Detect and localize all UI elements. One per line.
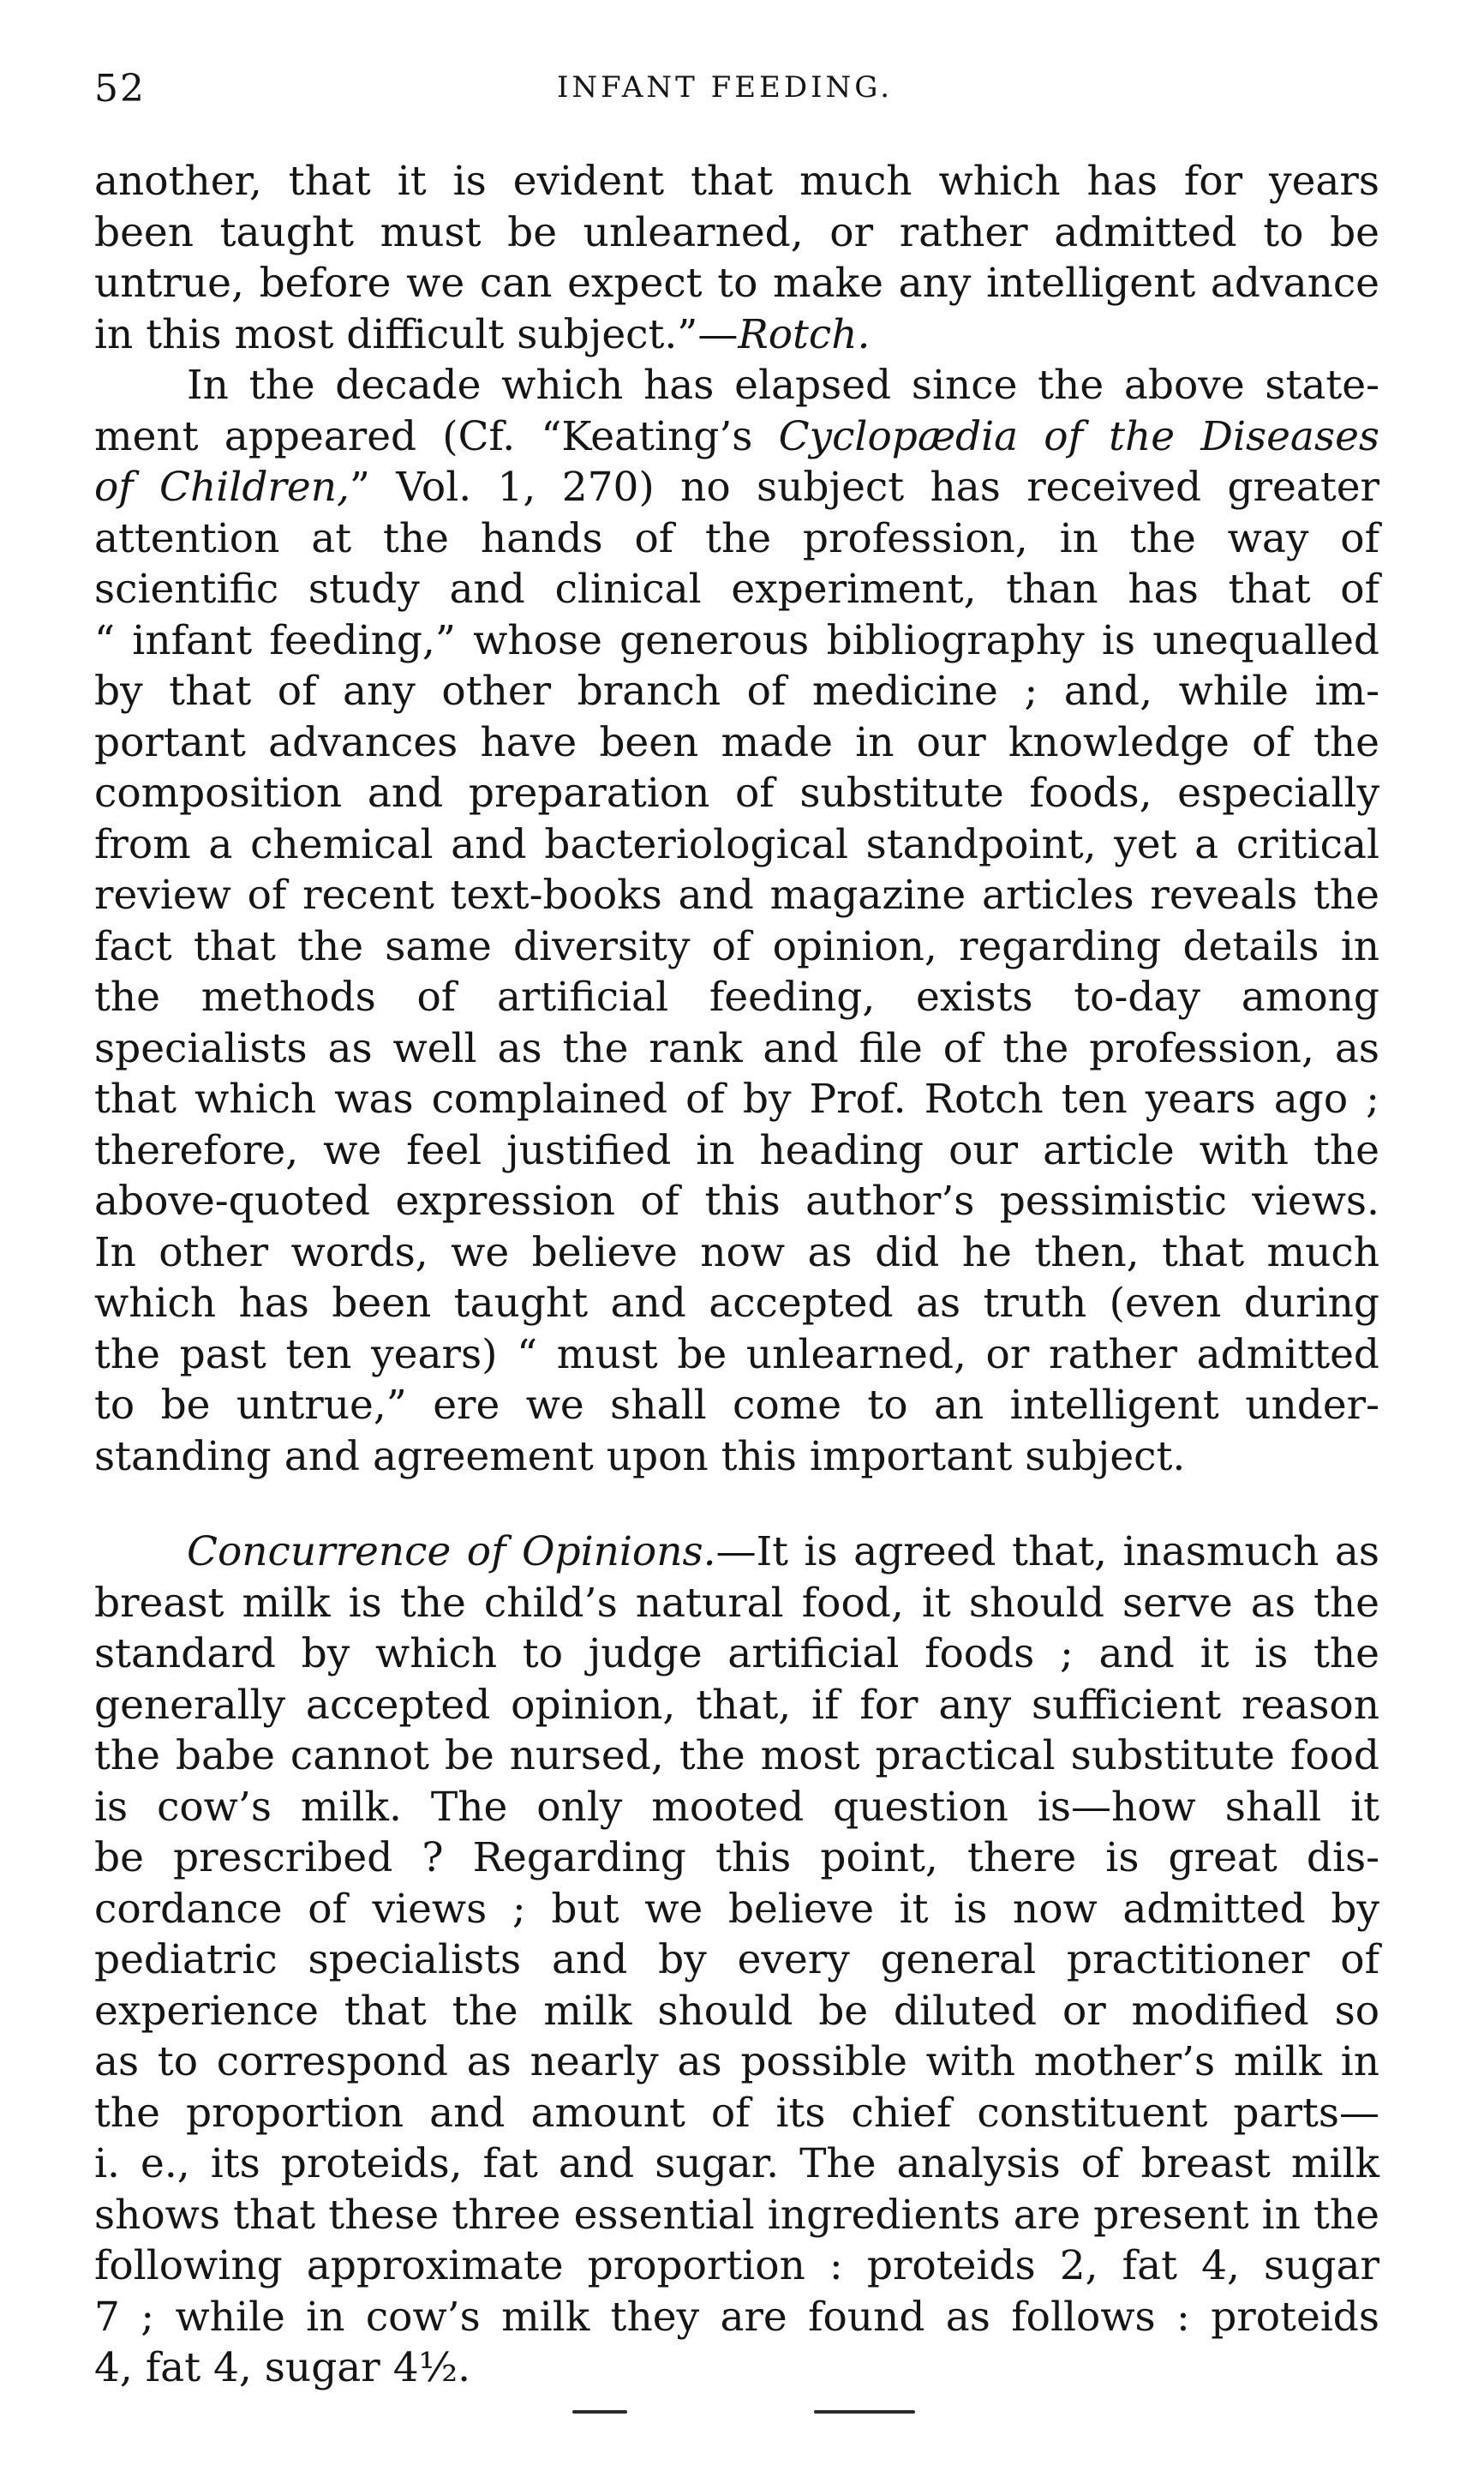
text-line: shows that these three essential ingredients are present in the: [94, 2191, 1379, 2239]
text-line: fact that the same diversity of opinion, regarding details in: [94, 922, 1379, 970]
text-line: composition and preparation of substitute foods, especially: [94, 770, 1379, 817]
text-line: is cow’s milk. The only mooted question is—how shall it: [94, 1783, 1379, 1831]
text-line: to be untrue,” ere we shall come to an intelligent under-: [94, 1382, 1379, 1429]
text-line: [94, 462, 1379, 513]
text-line: therefore, we feel justified in heading our article with the: [94, 1126, 1379, 1174]
text-line: that which was complained of by Prof. Rotch ten years ago ;: [94, 1076, 1379, 1123]
text-line: be prescribed ? Regarding this point, there is great dis-: [94, 1834, 1379, 1881]
text-line: untrue, before we can expect to make any intelligent advance: [94, 260, 1379, 307]
body-text: [94, 156, 1379, 2394]
attribution: Rotch.: [738, 310, 871, 358]
text-line: experience that the milk should be diluted or modified so: [94, 1987, 1379, 2035]
text-line: by that of any other branch of medicine ; and, while im-: [94, 668, 1379, 715]
quote-end: in this most difficult subject.”—: [94, 310, 739, 358]
text-line: generally accepted opinion, that, if for any sufficient reason: [94, 1681, 1379, 1729]
text-line: attention at the hands of the profession, in the way of: [94, 514, 1379, 562]
text-line: i. e., its proteids, fat and sugar. The analysis of breast milk: [94, 2140, 1379, 2187]
text-line: breast milk is the child’s natural food, it should serve as the: [94, 1579, 1379, 1627]
text-line: the proportion and amount of its chief constituent parts—: [94, 2089, 1379, 2137]
cited-work-title: of Children,: [94, 464, 350, 511]
print-smudge: [814, 2410, 915, 2414]
paragraph-gap: [94, 1482, 1379, 1526]
text-line: another, that it is evident that much which has for years: [94, 158, 1379, 205]
text-segment: ment appeared (Cf. “Keating’s: [94, 412, 779, 460]
text-line: which has been taught and accepted as truth (even during: [94, 1280, 1379, 1327]
text-line: the methods of artificial feeding, exists to-day among: [94, 974, 1379, 1021]
text-line: been taught must be unlearned, or rather admitted to be: [94, 208, 1379, 256]
text-line: from a chemical and bacteriological standpoint, yet a critical: [94, 820, 1379, 868]
text-line: “ infant feeding,” whose generous bibliography is unequalled: [94, 616, 1379, 664]
text-line: 4, fat 4, sugar 4½.: [94, 2344, 471, 2391]
text-line: the babe cannot be nursed, the most practical substitute food: [94, 1732, 1379, 1779]
text-line: portant advances have been made in our knowledge of the: [94, 718, 1379, 766]
text-segment: ” Vol. 1, 270) no subject has received greater: [349, 464, 1380, 511]
text-segment: —It is agreed that, inasmuch as: [715, 1528, 1379, 1575]
text-line: In the decade which has elapsed since the above state-: [187, 362, 1379, 409]
text-line: review of recent text-books and magazine articles reveals the: [94, 872, 1379, 919]
text-line: [94, 1526, 1379, 1578]
text-line: 7 ; while in cow’s milk they are found as follows : proteids: [94, 2293, 1379, 2341]
text-line: as to correspond as nearly as possible with mother’s milk in: [94, 2038, 1379, 2085]
running-head: [94, 67, 1379, 118]
print-smudge: [572, 2410, 627, 2414]
cited-work-title: Cyclopædia of the Diseases: [778, 412, 1380, 460]
page-number: 52: [94, 67, 146, 111]
section-heading: Concurrence of Opinions.: [187, 1528, 716, 1575]
text-line: above-quoted expression of this author’s pessimistic views.: [94, 1178, 1379, 1225]
text-line: pediatric specialists and by every general practitioner of: [94, 1936, 1379, 1983]
text-line: scientific study and clinical experiment, than has that of: [94, 566, 1379, 613]
text-line: [94, 411, 1379, 463]
text-line: standing and agreement upon this important subject.: [94, 1432, 1186, 1480]
text-line: specialists as well as the rank and file of the profession, as: [94, 1024, 1379, 1072]
text-line: the past ten years) “ must be unlearned, or rather admitted: [94, 1330, 1379, 1378]
text-line: [94, 309, 1379, 361]
text-line: following approximate proportion : proteids 2, fat 4, sugar: [94, 2242, 1379, 2289]
text-line: In other words, we believe now as did he then, that much: [94, 1228, 1379, 1276]
text-line: cordance of views ; but we believe it is now admitted by: [94, 1885, 1379, 1933]
text-line: standard by which to judge artificial foods ; and it is the: [94, 1630, 1379, 1677]
running-title: INFANT FEEDING.: [557, 70, 894, 105]
